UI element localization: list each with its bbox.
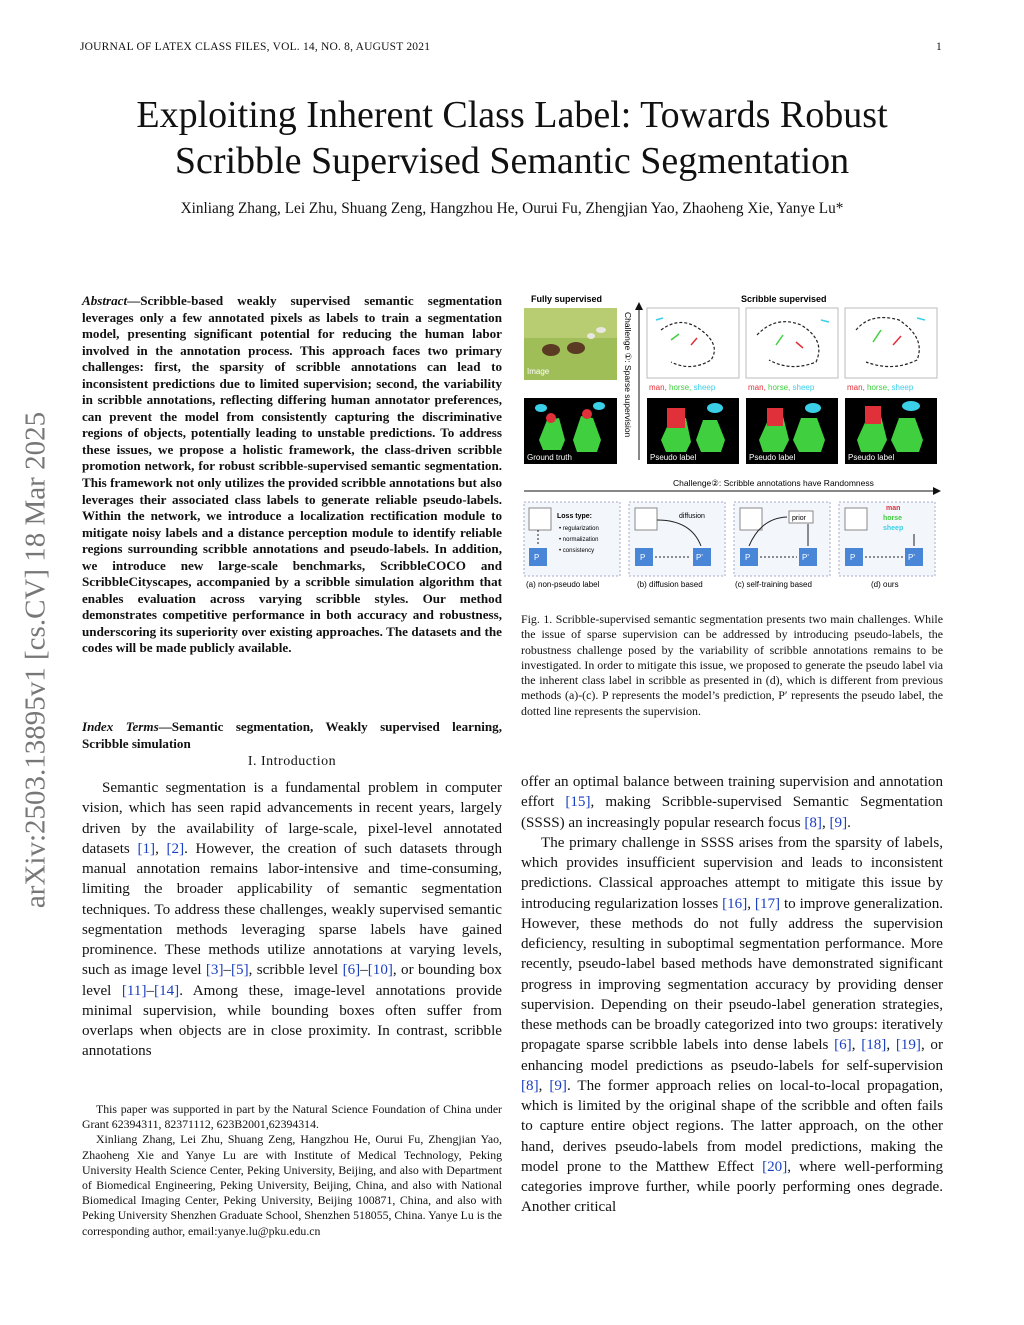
citation[interactable]: [15] [565,794,591,811]
image-label: Image [527,367,550,376]
class-list-2: man, horse, sheep [748,383,815,392]
loss-item-2: • normalization [559,537,599,543]
affiliation-note: Xinliang Zhang, Lei Zhu, Shuang Zeng, Hangzhou He, Ourui Fu, Zhengjian Yao, Zhaoheng Xie and Yanye Lu are with Institute of Medical Technology, Peking University Health Science Center, Peking University, Beijing, and also with Department of Biomedical Engineering, Peking University, Beijing, China, and also with National Biomedical Imaging Center, Peking University, Beijing 100871, China, and also with Peking University Shenzhen Graduate School, Shenzhen 518055, China. Yanye Lu is the corresponding author, email:yanye.lu@pku.edu.cn [82,1132,502,1238]
pseudo-label-panel-2 [746,398,838,464]
body-text: offer an optimal balance between training supervision and annotation effort [521,774,943,811]
index-terms-text: —Semantic segmentation, Weakly supervised learning, Scribble simulation [82,719,502,751]
sep: , [538,1077,550,1094]
class-list-1: man, horse, sheep [649,383,716,392]
page-number: 1 [936,41,942,53]
citation[interactable]: [6] [834,1037,852,1054]
citation[interactable]: [3] [205,962,224,979]
subfigure-a [524,502,620,576]
index-terms-label: Index Terms [82,719,159,734]
input-image [524,308,617,380]
arxiv-sidebar [6,350,66,970]
body-text: , making Scribble-supervised Semantic Segmentation (SSSS) an increasingly popular research focus [521,794,943,831]
abstract-text: —Scribble-based weakly supervised semantic segmentation leverages only a few annotated pixels as labels to train a segmentation model, presenting significant potential for reducing the human labor involved in the annotation process. This approach faces two primary challenges: first, the sparsity of scribble annotations can lead to inconsistent predictions due to limited supervision; second, the variability in scribble annotations, reflecting differing human annotator preferences, can prevent the model from consistently capturing the discriminative regions of objects, potentially leading to unstable predictions. To address these issues, we propose a holistic framework, the class-driven scribble promotion network, for robust scribble-supervised semantic segmentation. This framework not only utilizes the provided scribble annotations but also leverages their associated class labels to generate reliable pseudo-labels. Within the network, we introduce a localization rectification module to mitigate noisy labels and a distance perception module to identify reliable regions surrounding scribble annotations and pseudo-labels. In addition, we introduce new large-scale benchmarks, ScribbleCOCO and ScribbleCityscapes, accompanied by a scribble simulation algorithm that enables evaluation across varying scribble styles. Our method demonstrates competitive performance in both accuracy and robustness, underscoring its superiority over existing approaches. The datasets and the codes will be made publicly available. [82,293,502,656]
prediction-symbol: P [640,553,646,562]
sep: – [146,982,155,999]
sep: , [886,1037,896,1054]
scribble-panel-3 [845,308,937,378]
fully-supervised-label: Fully supervised [531,294,603,304]
citation[interactable]: [2] [166,840,185,857]
citation[interactable]: [18] [861,1037,887,1054]
citation[interactable]: [9] [549,1077,567,1094]
section-heading: I. Introduction [247,754,337,769]
class-list-3: man, horse, sheep [847,383,914,392]
pseudo-label-panel-1 [647,398,739,464]
body-text: . The former approach relies on local-to-local propagation, which is limited by the original shape of the scribble and often fails to capture entire object regions. The latter approach, on the other hand, derives pseudo-labels from model predictions, making the model prone to the Matthew Effect [521,1077,943,1175]
scribble-panel-1 [647,308,739,378]
loss-item-3: • consistency [559,548,595,554]
body-text: The primary challenge in SSSS arises from the sparsity of labels, which provides insufficient supervision and leads to inconsistent predictions. Classical approaches attempt to mitigate this issue by introducing regularization losses [521,834,943,912]
arxiv-id: arXiv:2503.13895v1 [cs.CV] 18 Mar 2025 [19,411,52,909]
sep: – [360,962,368,979]
citation[interactable]: [8] [521,1077,539,1094]
subfigure-a-caption: (a) non-pseudo label [526,580,600,589]
title-line-2: Scribble Supervised Semantic Segmentation [174,140,850,182]
challenge-1-label: Challenge ①: Sparse supervision [623,312,633,438]
subfigure-b-caption: (b) diffusion based [637,580,703,589]
prediction-symbol: P [745,553,751,562]
paper-title [60,92,964,184]
sep: , [851,1037,862,1054]
body-text: , where well-performing categories improve further, while poorly performing ones degrade. Another critical [521,1158,943,1216]
index-terms [82,719,502,752]
scribble-supervised-label: Scribble supervised [741,294,827,304]
subfigure-c [734,502,830,576]
footnote [82,1102,502,1239]
body-text: to improve generalization. However, these methods do not fully address the supervision deficiency, resulting in suboptimal segmentation performance. More recently, pseudo-label based methods have demonstrated significant progress in improving segmentation accuracy by providing denser supervision. Depending on their pseudo-label generation strategies, these methods can be broadly categorized into two groups: iteratively propagate sparse scribble labels into dense labels [521,895,944,1054]
intro-text: Semantic segmentation is a fundamental problem in computer vision, which has seen rapid advancements in recent years, largely driven by the availability of large-scale, pixel-level annotated datasets [82,780,502,857]
intro-paragraph [82,778,502,1062]
figure-caption: Fig. 1. Scribble-supervised semantic segmentation presents two main challenges. While the issue of sparse supervision can be addressed by introducing pseudo-labels, the robustness challenge posed by the variability of scribble annotations remains to be investigated. In order to mitigate this issue, we proposed to generate the pseudo label via the inherent class label in scribble as presented in (d), which is different from previous methods (a)-(c). P represents the model’s prediction, P′ represents the pseudo label, the dotted line represents the supervision. [521,612,944,718]
loss-item-1: • regularization [559,526,599,532]
citation[interactable]: [14] [154,982,180,999]
subfigure-b [629,502,725,576]
abstract-label: Abstract [82,293,128,308]
citation[interactable]: [6] [342,962,361,979]
ours-class-horse: horse [883,515,903,522]
citation[interactable]: [5] [231,962,249,979]
ours-class-man: man [886,505,901,512]
loss-type-label: Loss type: [557,513,593,520]
diffusion-label: diffusion [679,513,705,520]
citation[interactable]: [11] [121,982,147,999]
citation[interactable]: [16] [722,895,748,912]
figure-1 [521,290,943,595]
pseudo-label-2: Pseudo label [749,453,796,462]
sep: , [821,814,830,831]
pseudo-label-3: Pseudo label [848,453,895,462]
pseudo-symbol: P' [908,553,915,562]
author-list: Xinliang Zhang, Lei Zhu, Shuang Zeng, Hangzhou He, Ourui Fu, Zhengjian Yao, Zhaoheng Xie, Yanye Lu* [180,200,844,217]
sep: – [223,962,232,979]
pseudo-symbol: P' [802,553,809,562]
funding-note: This paper was supported in part by the Natural Science Foundation of China under Grant 62394311, 82371112, 623B2001,62394314. [82,1102,502,1132]
citation[interactable]: [19] [895,1037,921,1054]
subfigure-d-caption: (d) ours [871,580,899,589]
prior-label: prior [792,515,807,522]
intro-text: . Among these, image-level annotations provide minimal supervision, while bounding boxes often suffer from overlaps when objects are in close proximity. In contrast, scribble annotations [82,982,502,1060]
right-column-text [521,772,943,1218]
prediction-symbol: P [534,553,540,562]
ground-truth-panel [524,398,617,464]
challenge-2-label: Challenge②: Scribble annotations have Randomness [673,478,874,488]
pseudo-symbol: P' [696,553,703,562]
citation[interactable]: [10] [367,962,393,979]
abstract [82,293,502,657]
journal-header: JOURNAL OF LATEX CLASS FILES, VOL. 14, NO. 8, AUGUST 2021 [80,41,431,53]
pseudo-label-panel-3 [845,398,937,464]
citation[interactable]: [20] [762,1158,788,1175]
sep: , [155,840,167,857]
ours-class-sheep: sheep [883,525,904,532]
intro-text: . However, the creation of such datasets through manual annotation remains labor-intensive and time-consuming, limiting the broader applicability of semantic segmentation techniques. To address these challenges, weakly supervised semantic segmentation methods leveraging sparse labels have gained prominence. These methods utilize annotations at varying levels, such as image level [82,840,503,979]
intro-text: , scribble level [248,962,343,979]
subfigure-c-caption: (c) self-training based [735,580,812,589]
title-line-1: Exploiting Inherent Class Label: Towards Robust [136,94,888,136]
subfigure-d [839,502,935,576]
citation[interactable]: [9] [829,814,848,831]
ground-truth-label: Ground truth [527,453,572,462]
sep: , [747,895,755,912]
citation[interactable]: [1] [137,840,156,857]
scribble-panel-2 [746,308,838,378]
body-text: . [847,814,851,831]
citation[interactable]: [8] [804,814,822,831]
citation[interactable]: [17] [754,895,781,912]
intro-text: , or bounding box level [82,962,502,999]
pseudo-label-1: Pseudo label [650,453,697,462]
body-text: , or enhancing model predictions as pseudo-labels for self-supervision [521,1037,944,1074]
prediction-symbol: P [850,553,856,562]
